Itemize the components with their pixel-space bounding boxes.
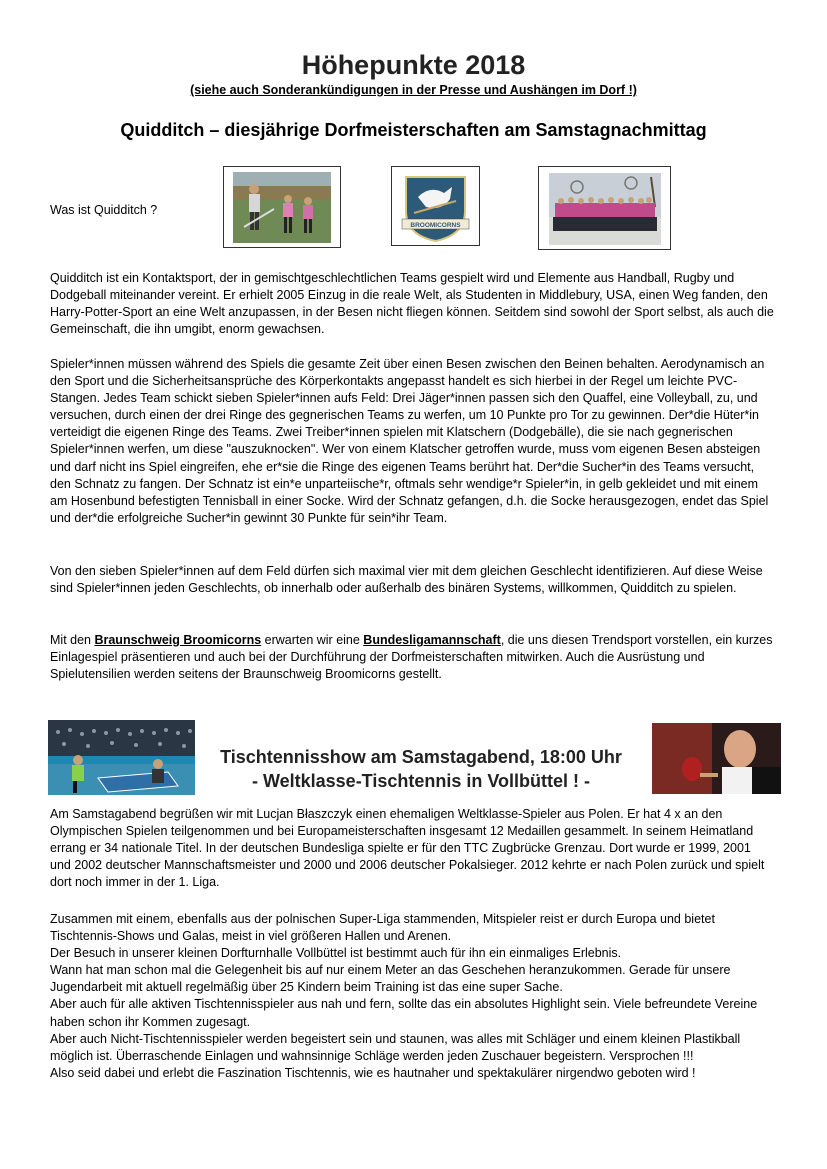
quidditch-text-4c: , die uns diesen Trendsport vorstellen, ein kurzes Einlagespiel präsentieren und auch bei der Durchführung der Dorfmeisterschaften mitwirken. Auch die Ausrüstung und Spielutensilien werden seitens der Braunschweig Broomicorns gestellt. bbox=[50, 633, 773, 682]
tischtennis-text-5: Aber auch für alle aktiven Tischtennisspieler aus nah und fern, sollte das ein absolutes Highlight sein. Viele befreundete Vereine haben schon ihr Kommen zugesagt. bbox=[50, 997, 758, 1029]
tischtennis-text-4: Wann hat man schon mal die Gelegenheit bis auf nur einem Meter an das Geschehen heranzukommen. Gerade für unsere Jugendarbeit mit aktuell regelmäßig über 25 Kindern beim Training ist das eine super Sache. bbox=[50, 963, 731, 995]
tischtennis-paragraph-2 bbox=[50, 911, 775, 1082]
quidditch-paragraph-4 bbox=[50, 632, 775, 683]
quidditch-question: Was ist Quidditch ? bbox=[50, 203, 158, 217]
quidditch-heading: Quidditch – diesjährige Dorfmeisterschaften am Samstagnachmittag bbox=[120, 120, 707, 140]
tischtennis-text-3: Der Besuch in unserer kleinen Dorfturnhalle Vollbüttel ist bestimmt auch für ihn ein einmaliges Erlebnis. bbox=[50, 946, 622, 961]
quidditch-text-4a: Mit den bbox=[50, 633, 95, 647]
quidditch-text-4b: erwarten wir eine bbox=[261, 633, 364, 647]
quidditch-paragraph-1 bbox=[50, 270, 775, 338]
tischtennis-paragraph-1 bbox=[50, 806, 775, 891]
quidditch-paragraph-2 bbox=[50, 356, 775, 527]
quidditch-text-2: Spieler*innen müssen während des Spiels die gesamte Zeit über einen Besen zwischen den Beinen behalten. Aerodynamisch an den Sport und die Sicherheitsansprüche des Körperkontakts angepasst handelt es sich hierbei in der Regel um leichte PVC-Stangen. Jedes Team schickt sieben Spieler*innen aufs Feld: Drei Jäger*innen passen sich den Quaffel, eine Volleyball, zu, und versuchen, durch einen der drei Ringe des gegnerischen Teams zu werfen, um 10 Punkte pro Tor zu gewinnen. Der*die Hüter*in verteidigt die eigenen Ringe des Teams. Zwei Treiber*innen spielen mit Klatschern (Dodgebälle), die sie nach gegnerischen Spieler*innen werfen, um diese "auszuknocken". Wer von einem Klatscher getroffen wurde, muss vom eigenen Besen absteigen und darf nicht ins Spiel eingreifen, ehe er*sie die Ringe des eigenen Teams berührt hat. Der*die Sucher*in des Teams versucht, den Schnatz zu fangen. Der Schnatz ist ein*e unparteiische*r, oftmals sehr wendige*r Spieler*in, in gelb gekleidet und mit einem am Hosenbund befestigten Tennisball in einer Socke. Wird der Schnatz gefangen, d.h. die Socke herausgezogen, endet das Spiel und der*die erfolgreiche Sucher*in gewinnt 30 Punkte für sein*ihr Team. bbox=[50, 357, 769, 525]
tischtennis-text-6: Aber auch Nicht-Tischtennisspieler werden begeistert sein und staunen, was alles mit Schläger und einem kleinen Plastikball möglich ist. Überraschende Einlagen und wahnsinnige Schläge werden jeden Zuschauer begeistern. Versprochen !!! bbox=[50, 1031, 741, 1063]
tischtennis-text-2: Zusammen mit einem, ebenfalls aus der polnischen Super-Liga stammenden, Mitspieler reist er durch Europa und bietet Tischtennis-Shows und Galas, meist in viel größeren Hallen und Arenen. bbox=[50, 912, 715, 944]
quidditch-action-photo bbox=[223, 166, 341, 248]
svg-text:BROOMICORNS: BROOMICORNS bbox=[410, 222, 461, 229]
table-tennis-hall-photo bbox=[48, 720, 195, 795]
tischtennis-title-line-1: Tischtennisshow am Samstagabend, 18:00 Uhr bbox=[220, 747, 622, 767]
broomicorns-link[interactable]: Braunschweig Broomicorns bbox=[94, 633, 262, 647]
tischtennis-text-1: Am Samstagabend begrüßen wir mit Lucjan Błaszczyk einen ehemaligen Weltklasse-Spieler aus Polen. Er hat 4 x an den Olympischen Spielen teilgenommen und bei Europameisterschaften insgesamt 12 Medaillen gesammelt. In seinem Heimatland errang er 34 nationale Titel. In der deutschen Bundesliga spielte er für den TTC Zugbrücke Grenzau. Dort wurde er 1999, 2001 und 2002 deutscher Mannschaftsmeister und 2000 und 2006 deutscher Pokalsieger. 2012 kehrte er nach Polen zurück und spielt dort noch immer in der 1. Liga. bbox=[50, 807, 765, 890]
quidditch-team-photo bbox=[538, 166, 671, 250]
quidditch-text-3: Von den sieben Spieler*innen auf dem Feld dürfen sich maximal vier mit dem gleichen Geschlecht identifizieren. Auf diese Weise sind Spieler*innen jeden Geschlechts, ob innerhalb oder außerhalb des binären Systems, willkommen, Quidditch zu spielen. bbox=[50, 564, 763, 596]
tischtennis-text-7: Also seid dabei und erlebt die Faszination Tischtennis, wie es hautnaher und spektakulärer nirgendwo geboten wird ! bbox=[50, 1065, 696, 1080]
tischtennis-title-line-2: - Weltklasse-Tischtennis in Vollbüttel ! - bbox=[251, 771, 591, 791]
quidditch-text-1: Quidditch ist ein Kontaktsport, der in gemischtgeschlechtlichen Teams gespielt wird und Elemente aus Handball, Rugby und Dodgeball miteinander vereint. Er erhielt 2005 Einzug in die reale Welt, als Studenten in Middlebury, USA, einen Weg fanden, den Harry-Potter-Sport an eine Welt anzupassen, in der Besen nicht fliegen können. Seitdem sind sowohl der Sport selbst, als auch die Gemeinschaft, die ihn umgibt, enorm gewachsen. bbox=[50, 271, 774, 337]
page-subtitle: (siehe auch Sonderankündigungen in der Presse und Aushängen im Dorf !) bbox=[190, 83, 637, 97]
page-title: Höhepunkte 2018 bbox=[301, 50, 526, 80]
quidditch-paragraph-3 bbox=[50, 563, 775, 597]
tischtennis-title bbox=[196, 745, 646, 793]
player-photo bbox=[652, 723, 781, 794]
bundesliga-link[interactable]: Bundesligamannschaft bbox=[363, 633, 501, 647]
broomicorns-logo bbox=[391, 166, 480, 246]
